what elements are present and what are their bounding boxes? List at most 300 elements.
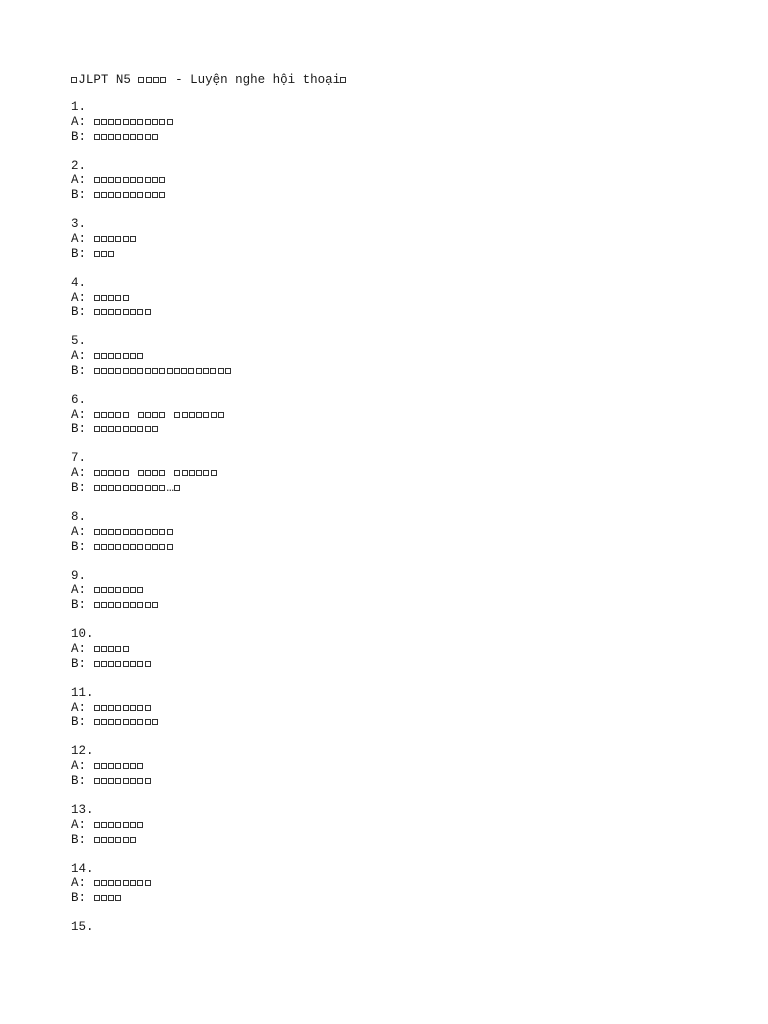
missing-glyph-box [130,661,136,667]
missing-glyph-box [115,309,121,315]
missing-glyph-box [130,763,136,769]
missing-glyph-box [167,529,173,535]
speaker-label: A: [71,114,87,129]
missing-glyph-box [101,485,107,491]
missing-glyph-box [115,763,121,769]
missing-glyph-box [123,236,129,242]
missing-glyph-box [94,587,100,593]
missing-glyph-box [152,177,158,183]
missing-glyph-box [123,837,129,843]
missing-glyph-box [130,353,136,359]
missing-glyph-box [218,368,224,374]
line-a [71,349,711,364]
conversation-item [71,686,711,730]
missing-glyph-box [94,661,100,667]
missing-glyph-box [123,485,129,491]
speaker-label: A: [71,173,87,188]
conversation-item [71,393,711,437]
missing-glyph-box [152,412,158,418]
utterance-text [94,364,233,378]
missing-glyph-box [123,426,129,432]
missing-glyph-box [196,368,202,374]
missing-glyph-box [108,412,114,418]
missing-glyph-box [115,587,121,593]
line-b [71,188,711,203]
speaker-label: A: [71,407,87,422]
missing-glyph-box [94,895,100,901]
conversation-item [71,920,711,935]
missing-glyph-box [115,880,121,886]
missing-glyph-box [123,705,129,711]
missing-glyph-box [152,719,158,725]
missing-glyph-box [167,368,173,374]
line-b [71,833,711,848]
missing-glyph-box [123,470,129,476]
missing-glyph-box [123,763,129,769]
missing-glyph-box [108,119,114,125]
missing-glyph-box [123,529,129,535]
missing-glyph-box [130,544,136,550]
missing-glyph-box [123,192,129,198]
utterance-text [94,583,145,597]
missing-glyph-box [152,134,158,140]
item-number: 3. [71,217,87,232]
speaker-label: A: [71,349,87,364]
utterance-text [94,876,152,890]
missing-glyph-box [340,77,346,83]
speaker-label: B: [71,539,87,554]
missing-glyph-box [101,368,107,374]
missing-glyph-box [108,134,114,140]
missing-glyph-box [123,177,129,183]
missing-glyph-box [138,412,144,418]
missing-glyph-box [94,119,100,125]
missing-glyph-box [115,119,121,125]
missing-glyph-box [146,77,152,83]
line-a [71,232,711,247]
missing-glyph-box [159,177,165,183]
missing-glyph-box [189,470,195,476]
missing-glyph-box [210,368,216,374]
utterance-text [94,130,160,144]
missing-glyph-box [145,778,151,784]
item-number: 1. [71,100,87,114]
line-a [71,408,711,423]
missing-glyph-box [108,529,114,535]
missing-glyph-box [108,837,114,843]
document-page [71,71,711,949]
missing-glyph-box [130,134,136,140]
utterance-text [94,173,167,187]
line-b [71,598,711,613]
missing-glyph-box [108,544,114,550]
line-b [71,130,711,145]
item-number: 5. [71,334,87,349]
missing-glyph-box [137,134,143,140]
line-b [71,364,711,379]
line-a [71,701,711,716]
missing-glyph-box [145,119,151,125]
missing-glyph-box [137,587,143,593]
missing-glyph-box [152,544,158,550]
line-b [71,247,711,262]
missing-glyph-box [137,353,143,359]
item-number: 13. [71,802,94,817]
missing-glyph-box [101,880,107,886]
missing-glyph-box [108,822,114,828]
missing-glyph-box [123,822,129,828]
missing-glyph-box [115,192,121,198]
missing-glyph-box [145,705,151,711]
missing-glyph-box [145,309,151,315]
missing-glyph-box [145,177,151,183]
missing-glyph-box [94,134,100,140]
title-text: Luyện nghe hội thoại [190,73,341,87]
speaker-label: A: [71,759,87,774]
missing-glyph-box [152,485,158,491]
item-number: 12. [71,744,94,759]
missing-glyph-box [137,880,143,886]
utterance-text [94,349,145,363]
missing-glyph-box [137,192,143,198]
missing-glyph-box [145,485,151,491]
conversation-item [71,744,711,788]
missing-glyph-box [94,763,100,769]
missing-glyph-box [182,412,188,418]
conversation-item [71,451,711,495]
missing-glyph-box [101,719,107,725]
speaker-label: A: [71,466,87,481]
missing-glyph-box [145,134,151,140]
missing-glyph-box [138,77,144,83]
utterance-text [94,540,174,554]
missing-glyph-box [108,251,114,257]
missing-glyph-box [137,368,143,374]
missing-glyph-box [152,529,158,535]
missing-glyph-box [115,412,121,418]
missing-glyph-box [101,544,107,550]
missing-glyph-box [108,895,114,901]
missing-glyph-box [130,485,136,491]
line-a [71,818,711,833]
missing-glyph-box [159,368,165,374]
missing-glyph-box [101,822,107,828]
missing-glyph-box [159,470,165,476]
missing-glyph-box [108,177,114,183]
missing-glyph-box [94,251,100,257]
line-b [71,540,711,555]
missing-glyph-box [94,544,100,550]
missing-glyph-box [145,661,151,667]
missing-glyph-box [137,822,143,828]
missing-glyph-box [115,529,121,535]
speaker-label: A: [71,231,87,246]
missing-glyph-box [145,412,151,418]
title-prefix: JLPT N5 - [71,73,190,87]
item-number: 9. [71,568,87,583]
missing-glyph-box [108,309,114,315]
missing-glyph-box [123,134,129,140]
missing-glyph-box [101,470,107,476]
conversation-item [71,159,711,203]
utterance-text [94,466,218,480]
conversation-list [71,100,711,935]
missing-glyph-box [101,646,107,652]
missing-glyph-box [145,544,151,550]
missing-glyph-box [94,309,100,315]
missing-glyph-box [123,309,129,315]
speaker-label: A: [71,524,87,539]
missing-glyph-box [130,309,136,315]
utterance-text [94,774,152,788]
missing-glyph-box [101,295,107,301]
speaker-label: B: [71,481,87,496]
utterance-text [94,833,138,847]
utterance-text [94,891,123,905]
missing-glyph-box [94,705,100,711]
speaker-label: B: [71,715,87,730]
missing-glyph-box [123,719,129,725]
speaker-label: A: [71,817,87,832]
item-number: 8. [71,510,87,525]
utterance-text [94,715,160,729]
line-a [71,115,711,130]
missing-glyph-box [94,529,100,535]
missing-glyph-box [115,485,121,491]
speaker-label: A: [71,290,87,305]
missing-glyph-box [101,177,107,183]
speaker-label: A: [71,642,87,656]
missing-glyph-box [130,705,136,711]
missing-glyph-box [94,719,100,725]
missing-glyph-box [108,192,114,198]
missing-glyph-box [160,77,166,83]
conversation-item [71,334,711,378]
utterance-text [94,525,174,539]
missing-glyph-box [101,837,107,843]
conversation-item [71,510,711,554]
missing-glyph-box [145,470,151,476]
missing-glyph-box [94,295,100,301]
missing-glyph-box [94,426,100,432]
utterance-text [94,408,226,422]
missing-glyph-box [145,426,151,432]
missing-glyph-box [159,119,165,125]
speaker-label: B: [71,188,87,203]
missing-glyph-box [137,778,143,784]
missing-glyph-box [152,426,158,432]
utterance-text: … [94,481,182,495]
missing-glyph-box [108,485,114,491]
item-number: 2. [71,158,87,173]
missing-glyph-box [108,602,114,608]
missing-glyph-box [137,529,143,535]
missing-glyph-box [123,295,129,301]
missing-glyph-box [108,763,114,769]
utterance-text [94,818,145,832]
missing-glyph-box [101,705,107,711]
missing-glyph-box [115,837,121,843]
speaker-label: B: [71,656,87,671]
missing-glyph-box [101,412,107,418]
missing-glyph-box [159,485,165,491]
missing-glyph-box [174,485,180,491]
conversation-item [71,100,711,144]
title-suffix [340,73,347,87]
speaker-label: A: [71,583,87,598]
speaker-label: A: [71,876,87,891]
missing-glyph-box [123,119,129,125]
missing-glyph-box [145,602,151,608]
missing-glyph-box [138,470,144,476]
missing-glyph-box [101,763,107,769]
missing-glyph-box [181,368,187,374]
missing-glyph-box [189,412,195,418]
missing-glyph-box [94,778,100,784]
missing-glyph-box [108,368,114,374]
missing-glyph-box [123,661,129,667]
missing-glyph-box [115,719,121,725]
utterance-text [94,247,116,261]
missing-glyph-box [159,544,165,550]
missing-glyph-box [115,705,121,711]
missing-glyph-box [94,470,100,476]
line-b [71,891,711,906]
conversation-item [71,569,711,613]
speaker-label: B: [71,891,87,906]
missing-glyph-box [123,368,129,374]
missing-glyph-box [130,719,136,725]
missing-glyph-box [182,470,188,476]
item-number: 7. [71,451,87,466]
missing-glyph-box [94,236,100,242]
missing-glyph-box [137,485,143,491]
missing-glyph-box [108,661,114,667]
missing-glyph-box [101,529,107,535]
utterance-text [94,598,160,612]
missing-glyph-box [203,412,209,418]
missing-glyph-box [115,822,121,828]
missing-glyph-box [108,705,114,711]
missing-glyph-box [101,251,107,257]
missing-glyph-box [152,602,158,608]
missing-glyph-box [137,544,143,550]
missing-glyph-box [218,412,224,418]
missing-glyph-box [94,646,100,652]
missing-glyph-box [153,77,159,83]
line-b [71,657,711,672]
missing-glyph-box [123,353,129,359]
missing-glyph-box [123,544,129,550]
utterance-text [94,305,152,319]
conversation-item [71,862,711,906]
missing-glyph-box [137,763,143,769]
missing-glyph-box [203,470,209,476]
missing-glyph-box [159,412,165,418]
missing-glyph-box [167,544,173,550]
missing-glyph-box [108,295,114,301]
utterance-text [94,657,152,671]
missing-glyph-box [101,778,107,784]
missing-glyph-box [101,895,107,901]
missing-glyph-box [130,602,136,608]
missing-glyph-box [101,236,107,242]
item-number: 10. [71,627,94,642]
missing-glyph-box [174,368,180,374]
missing-glyph-box [101,661,107,667]
missing-glyph-box [94,822,100,828]
line-a [71,466,711,481]
line-b [71,422,711,437]
missing-glyph-box [145,368,151,374]
missing-glyph-box [115,646,121,652]
missing-glyph-box [174,412,180,418]
missing-glyph-box [94,192,100,198]
item-number: 15. [71,920,94,935]
speaker-label: B: [71,246,87,261]
missing-glyph-box [225,368,231,374]
item-number: 4. [71,275,87,290]
missing-glyph-box [145,719,151,725]
missing-glyph-box [137,719,143,725]
conversation-item [71,627,711,671]
missing-glyph-box [108,880,114,886]
line-a [71,876,711,891]
missing-glyph-box [108,587,114,593]
missing-glyph-box [108,353,114,359]
speaker-label: B: [71,598,87,613]
missing-glyph-box [130,236,136,242]
missing-glyph-box [115,295,121,301]
missing-glyph-box [71,77,77,83]
missing-glyph-box [115,426,121,432]
missing-glyph-box [94,602,100,608]
missing-glyph-box [123,602,129,608]
missing-glyph-box [196,470,202,476]
missing-glyph-box [101,309,107,315]
line-a [71,291,711,306]
missing-glyph-box [130,426,136,432]
missing-glyph-box [115,895,121,901]
utterance-text [94,701,152,715]
item-number: 14. [71,861,94,876]
missing-glyph-box [123,778,129,784]
missing-glyph-box [94,485,100,491]
missing-glyph-box [130,880,136,886]
missing-glyph-box [152,119,158,125]
line-a [71,583,711,598]
missing-glyph-box [145,880,151,886]
missing-glyph-box [159,192,165,198]
conversation-item [71,276,711,320]
missing-glyph-box [115,177,121,183]
missing-glyph-box [152,470,158,476]
missing-glyph-box [115,661,121,667]
missing-glyph-box [94,177,100,183]
missing-glyph-box [115,236,121,242]
speaker-label: B: [71,305,87,320]
missing-glyph-box [94,353,100,359]
missing-glyph-box [137,602,143,608]
speaker-label: B: [71,422,87,437]
missing-glyph-box [101,426,107,432]
utterance-text [94,232,138,246]
line-a [71,525,711,540]
missing-glyph-box [115,602,121,608]
missing-glyph-box [152,368,158,374]
missing-glyph-box [115,470,121,476]
missing-glyph-box [101,602,107,608]
